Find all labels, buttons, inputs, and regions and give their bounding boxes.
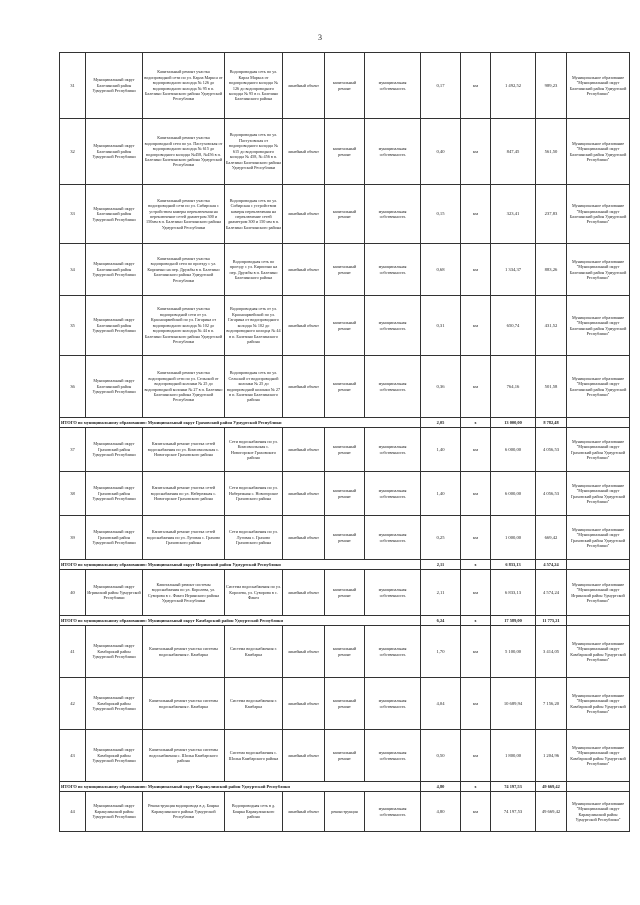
object-cell: Водопроводная сеть по ул. Пастуховская от водопроводного колодца № 615 до водопроводного колодца № 458, № 456 в п. Балезино Балезинского района Удмуртской Республики — [225, 119, 283, 185]
work-type-cell: капитальный ремонт — [325, 626, 365, 678]
total-subsidy: 11 775,21 — [536, 616, 567, 626]
unit-cell: км — [461, 516, 491, 560]
subsidy-cell: 883,26 — [536, 244, 567, 296]
object-cell: Сети водоснабжения по ул. Луговая с. Грахово Граховского района — [225, 516, 283, 560]
subsidy-cell: 1 204,96 — [536, 730, 567, 782]
total-row — [60, 782, 630, 792]
recipient-cell: Муниципальное образование "Муниципальный округ Камбарский район Удмуртской Республики" — [567, 730, 630, 782]
cost-cell: 1 000,00 — [491, 516, 536, 560]
ownership-cell: муниципальная собственность — [365, 53, 421, 119]
object-type-cell: линейный объект — [283, 472, 325, 516]
unit-cell: км — [461, 53, 491, 119]
object-cell: Сети водоснабжения по ул. Набережная с. Новогорское Граховского района — [225, 472, 283, 516]
recipient-cell: Муниципальное образование "Муниципальный округ Граховский район Удмуртской Республики" — [567, 428, 630, 472]
total-subsidy: 4 574,24 — [536, 560, 567, 570]
district-cell: Муниципальный округ Камбарский район Удмуртской Республики — [86, 678, 143, 730]
object-type-cell: линейный объект — [283, 185, 325, 244]
unit-cell: км — [461, 792, 491, 832]
recipient-cell: Муниципальное образование "Муниципальный округ Балезинский район Удмуртской Республики" — [567, 296, 630, 356]
cost-cell: 323,41 — [491, 185, 536, 244]
work-type-cell: капитальный ремонт — [325, 244, 365, 296]
object-cell: Водопроводная сеть от ул. Красноармейской по ул. Гагарина от водопроводного колодца № 102 до водопроводного колодца № 44 в п. Балезино Балезинского района — [225, 296, 283, 356]
object-type-cell: линейный объект — [283, 296, 325, 356]
subsidy-cell: 669,42 — [536, 516, 567, 560]
subsidy-cell: 4 574,24 — [536, 570, 567, 616]
total-unit: х — [461, 782, 491, 792]
object-cell: Сети водоснабжения по ул. Комсомольская с. Новогорское Граховского района — [225, 428, 283, 472]
total-row — [60, 560, 630, 570]
unit-cell: км — [461, 428, 491, 472]
table-row — [60, 244, 630, 296]
district-cell: Муниципальный округ Балезинский район Удмуртской Республики — [86, 119, 143, 185]
cost-cell: 5 100,00 — [491, 626, 536, 678]
district-cell: Муниципальный округ Игринский район Удмуртской Республики — [86, 570, 143, 616]
work-name-cell: Капитальный ремонт участка водопроводной сети от ул. Красноармейской по ул. Гагарина от водопроводного колодца № 102 до водопроводного колодца № 44 в п. Балезино Балезинского района Удмуртской Республики — [143, 296, 225, 356]
subsidy-cell: 237,83 — [536, 185, 567, 244]
object-type-cell: линейный объект — [283, 626, 325, 678]
total-label: ИТОГО по муниципальному образованию: Муниципальный округ Граховский район Удмуртской Республики — [60, 418, 421, 428]
object-cell: Водопроводная сеть по проезду с ул. Кирпично на пер. Дружбы в п. Балезино Балезинского района — [225, 244, 283, 296]
unit-cell: км — [461, 472, 491, 516]
unit-cell: км — [461, 185, 491, 244]
quantity-cell: 2,11 — [421, 570, 461, 616]
object-cell: Система водоснабжения г. Камбарка — [225, 678, 283, 730]
ownership-cell: муниципальная собственность — [365, 244, 421, 296]
subsidy-cell: 561,50 — [536, 119, 567, 185]
recipient-cell: Муниципальное образование "Муниципальный округ Камбарский район Удмуртской Республики" — [567, 626, 630, 678]
row-number: 33 — [60, 185, 86, 244]
object-type-cell: линейный объект — [283, 730, 325, 782]
work-name-cell: Капитальный ремонт системы водоснабжения по ул. Королева, ул. Суворова в с. Факел Игринского района Удмуртской Республики — [143, 570, 225, 616]
work-name-cell: Капитальный ремонт участка водопроводной сети по ул. Пастуховская от водопроводного колодца № 615 до водопроводного колодца №458, №456 в п. Балезино Балезинского района Удмуртской Республики — [143, 119, 225, 185]
row-number: 40 — [60, 570, 86, 616]
unit-cell: км — [461, 244, 491, 296]
total-label: ИТОГО по муниципальному образованию: Муниципальный округ Игринский район Удмуртской Республики — [60, 560, 421, 570]
total-unit: х — [461, 418, 491, 428]
unit-cell: км — [461, 626, 491, 678]
object-type-cell: линейный объект — [283, 119, 325, 185]
subsidy-cell: 989,23 — [536, 53, 567, 119]
quantity-cell: 0,31 — [421, 296, 461, 356]
object-type-cell: линейный объект — [283, 678, 325, 730]
district-cell: Муниципальный округ Граховский район Удмуртской Республики — [86, 472, 143, 516]
row-number: 44 — [60, 792, 86, 832]
ownership-cell: муниципальная собственность — [365, 792, 421, 832]
work-type-cell: капитальный ремонт — [325, 516, 365, 560]
row-number: 43 — [60, 730, 86, 782]
total-qty: 4,80 — [421, 782, 461, 792]
unit-cell: км — [461, 356, 491, 418]
total-subsidy: 49 669,42 — [536, 782, 567, 792]
table-row — [60, 678, 630, 730]
table-row — [60, 185, 630, 244]
total-qty: 6,24 — [421, 616, 461, 626]
district-cell: Муниципальный округ Камбарский район Удмуртской Республики — [86, 730, 143, 782]
table-row — [60, 428, 630, 472]
object-type-cell: линейный объект — [283, 244, 325, 296]
recipient-cell: Муниципальное образование "Муниципальный округ Игринский район Удмуртской Республики" — [567, 570, 630, 616]
total-unit: х — [461, 616, 491, 626]
work-name-cell: Капитальный ремонт участка сетей водоснабжения по ул. Луговая с. Грахово Граховского района — [143, 516, 225, 560]
object-type-cell: линейный объект — [283, 570, 325, 616]
work-type-cell: капитальный ремонт — [325, 730, 365, 782]
table-row — [60, 296, 630, 356]
ownership-cell: муниципальная собственность — [365, 185, 421, 244]
quantity-cell: 0,68 — [421, 244, 461, 296]
district-cell: Муниципальный округ Балезинский район Удмуртской Республики — [86, 185, 143, 244]
row-number: 36 — [60, 356, 86, 418]
total-cost: 6 833,13 — [491, 560, 536, 570]
total-recipient — [567, 418, 630, 428]
district-cell: Муниципальный округ Балезинский район Удмуртской Республики — [86, 296, 143, 356]
district-cell: Муниципальный округ Граховский район Удмуртской Республики — [86, 516, 143, 560]
work-name-cell: Капитальный ремонт участка водопроводной сети по ул. Сибирская с устройством камеры переключения на переключение сетей диаметром 300 и 150мм в п. Балезино Балезинского района Удмуртской Республики — [143, 185, 225, 244]
total-cost: 13 000,00 — [491, 418, 536, 428]
work-name-cell: Капитальный ремонт участка системы водоснабжения г. Камбарка — [143, 626, 225, 678]
row-number: 34 — [60, 244, 86, 296]
recipient-cell: Муниципальное образование "Муниципальный округ Балезинский район Удмуртской Республики" — [567, 185, 630, 244]
work-name-cell: Капитальный ремонт участка сетей водоснабжения по ул. Набережная с. Новогорское Граховского района — [143, 472, 225, 516]
table-row — [60, 472, 630, 516]
quantity-cell: 0,36 — [421, 356, 461, 418]
object-type-cell: линейный объект — [283, 428, 325, 472]
cost-cell: 10 689,94 — [491, 678, 536, 730]
object-type-cell: линейный объект — [283, 516, 325, 560]
recipient-cell: Муниципальное образование "Муниципальный округ Балезинский район Удмуртской Республики" — [567, 356, 630, 418]
table-row — [60, 570, 630, 616]
quantity-cell: 1,40 — [421, 428, 461, 472]
recipient-cell: Муниципальное образование "Муниципальный округ Граховский район Удмуртской Республики" — [567, 472, 630, 516]
total-label: ИТОГО по муниципальному образованию: Муниципальный округ Камбарский район Удмуртской Республики — [60, 616, 421, 626]
ownership-cell: муниципальная собственность — [365, 730, 421, 782]
cost-cell: 650,74 — [491, 296, 536, 356]
object-type-cell: линейный объект — [283, 792, 325, 832]
cost-cell: 6 000,00 — [491, 428, 536, 472]
work-name-cell: Реконструкция водопровода в д. Боярка Каракулинского района Удмуртской Республики — [143, 792, 225, 832]
table-row — [60, 516, 630, 560]
row-number: 35 — [60, 296, 86, 356]
work-type-cell: капитальный ремонт — [325, 185, 365, 244]
ownership-cell: муниципальная собственность — [365, 678, 421, 730]
ownership-cell: муниципальная собственность — [365, 296, 421, 356]
subsidy-cell: 4 056,53 — [536, 428, 567, 472]
district-cell: Муниципальный округ Каракулинский район Удмуртской Республики — [86, 792, 143, 832]
object-cell: Система водоснабжения по ул. Королева, ул. Суворова в с. Факел — [225, 570, 283, 616]
table-row — [60, 119, 630, 185]
recipient-cell: Муниципальное образование "Муниципальный округ Камбарский район Удмуртской Республики" — [567, 678, 630, 730]
subsidy-cell: 7 156,20 — [536, 678, 567, 730]
object-cell: Система водоснабжения с. Шолья Камбарского района — [225, 730, 283, 782]
table-row — [60, 792, 630, 832]
district-cell: Муниципальный округ Граховский район Удмуртской Республики — [86, 428, 143, 472]
work-name-cell: Капитальный ремонт участка водопроводной сети по проезду с ул. Кирпично на пер. Дружбы в п. Балезино Балезинского района Удмуртской Республики — [143, 244, 225, 296]
unit-cell: км — [461, 678, 491, 730]
total-cost: 17 589,00 — [491, 616, 536, 626]
district-cell: Муниципальный округ Балезинский район Удмуртской Республики — [86, 53, 143, 119]
total-cost: 74 197,53 — [491, 782, 536, 792]
work-name-cell: Капитальный ремонт участка сетей водоснабжения по ул. Комсомольская с. Новогорское Граховского района — [143, 428, 225, 472]
subsidy-cell: 4 056,53 — [536, 472, 567, 516]
cost-cell: 764,16 — [491, 356, 536, 418]
object-type-cell: линейный объект — [283, 356, 325, 418]
quantity-cell: 0,15 — [421, 185, 461, 244]
row-number: 38 — [60, 472, 86, 516]
total-recipient — [567, 616, 630, 626]
ownership-cell: муниципальная собственность — [365, 570, 421, 616]
table-row — [60, 356, 630, 418]
work-name-cell: Капитальный ремонт участка водопроводной сети по ул. Сельской от водопроводной колонки № 25 до водопроводной колонки № 27 в п. Балезино Балезинского района Удмуртской Республики — [143, 356, 225, 418]
total-subsidy: 8 782,48 — [536, 418, 567, 428]
object-cell: Водопроводная сеть по ул. Сельской от водопроводной колонки № 25 до водопроводной колонки № 27 в п. Балезино Балезинского района — [225, 356, 283, 418]
ownership-cell: муниципальная собственность — [365, 119, 421, 185]
work-type-cell: капитальный ремонт — [325, 678, 365, 730]
cost-cell: 847,45 — [491, 119, 536, 185]
objects-table — [59, 52, 630, 832]
quantity-cell: 4,80 — [421, 792, 461, 832]
unit-cell: км — [461, 570, 491, 616]
cost-cell: 74 197,53 — [491, 792, 536, 832]
work-type-cell: капитальный ремонт — [325, 472, 365, 516]
table-row — [60, 626, 630, 678]
row-number: 37 — [60, 428, 86, 472]
page-number: 3 — [318, 33, 322, 42]
recipient-cell: Муниципальное образование "Муниципальный округ Балезинский район Удмуртской Республики" — [567, 53, 630, 119]
recipient-cell: Муниципальное образование "Муниципальный округ Балезинский район Удмуртской Республики" — [567, 119, 630, 185]
unit-cell: км — [461, 119, 491, 185]
cost-cell: 6 833,13 — [491, 570, 536, 616]
subsidy-cell: 49 669,42 — [536, 792, 567, 832]
district-cell: Муниципальный округ Балезинский район Удмуртской Республики — [86, 356, 143, 418]
quantity-cell: 1,70 — [421, 626, 461, 678]
total-qty: 2,05 — [421, 418, 461, 428]
district-cell: Муниципальный округ Балезинский район Удмуртской Республики — [86, 244, 143, 296]
ownership-cell: муниципальная собственность — [365, 516, 421, 560]
district-cell: Муниципальный округ Камбарский район Удмуртской Республики — [86, 626, 143, 678]
total-label: ИТОГО по муниципальному образованию: Муниципальный округ Каракулинский район Удмуртской Республики — [60, 782, 421, 792]
ownership-cell: муниципальная собственность — [365, 428, 421, 472]
work-type-cell: капитальный ремонт — [325, 428, 365, 472]
work-name-cell: Капитальный ремонт участка водопроводной сети по ул. Карла Маркса от водопроводного колодца № 126 до водопроводного колодца № 95 в п. Балезино Балезинского района Удмуртской Республики — [143, 53, 225, 119]
table-row — [60, 730, 630, 782]
object-cell: Водопроводная сеть по ул. Карла Маркса от водопроводного колодца № 126 до водопроводного колодца № 95 в п. Балезино Балезинского района — [225, 53, 283, 119]
recipient-cell: Муниципальное образование "Муниципальный округ Граховский район Удмуртской Республики" — [567, 516, 630, 560]
total-recipient — [567, 782, 630, 792]
object-cell: Система водоснабжения г. Камбарка — [225, 626, 283, 678]
object-cell: Водопроводная сеть по ул. Сибирская с устройством камеры переключения на переключение сетей диаметром 300 и 150 мм в п. Балезино Балезинского района — [225, 185, 283, 244]
total-unit: х — [461, 560, 491, 570]
quantity-cell: 4,04 — [421, 678, 461, 730]
work-name-cell: Капитальный ремонт участка системы водоснабжения с. Шолья Камбарского района — [143, 730, 225, 782]
subsidy-cell: 431,52 — [536, 296, 567, 356]
work-name-cell: Капитальный ремонт участка системы водоснабжения г. Камбарка — [143, 678, 225, 730]
object-cell: Водопроводная сеть в д. Боярка Каракулинского района — [225, 792, 283, 832]
work-type-cell: капитальный ремонт — [325, 570, 365, 616]
ownership-cell: муниципальная собственность — [365, 356, 421, 418]
cost-cell: 1 800,00 — [491, 730, 536, 782]
quantity-cell: 0,25 — [421, 516, 461, 560]
work-type-cell: капитальный ремонт — [325, 296, 365, 356]
total-row — [60, 616, 630, 626]
row-number: 42 — [60, 678, 86, 730]
quantity-cell: 0,50 — [421, 730, 461, 782]
cost-cell: 1 334,37 — [491, 244, 536, 296]
row-number: 31 — [60, 53, 86, 119]
work-type-cell: капитальный ремонт — [325, 53, 365, 119]
ownership-cell: муниципальная собственность — [365, 472, 421, 516]
work-type-cell: реконструкция — [325, 792, 365, 832]
quantity-cell: 1,40 — [421, 472, 461, 516]
row-number: 39 — [60, 516, 86, 560]
quantity-cell: 0,40 — [421, 119, 461, 185]
object-type-cell: линейный объект — [283, 53, 325, 119]
cost-cell: 1 492,52 — [491, 53, 536, 119]
quantity-cell: 0,17 — [421, 53, 461, 119]
work-type-cell: капитальный ремонт — [325, 356, 365, 418]
table-row — [60, 53, 630, 119]
recipient-cell: Муниципальное образование "Муниципальный округ Балезинский район Удмуртской Республики" — [567, 244, 630, 296]
unit-cell: км — [461, 296, 491, 356]
total-row — [60, 418, 630, 428]
unit-cell: км — [461, 730, 491, 782]
total-recipient — [567, 560, 630, 570]
total-qty: 2,11 — [421, 560, 461, 570]
row-number: 41 — [60, 626, 86, 678]
work-type-cell: капитальный ремонт — [325, 119, 365, 185]
cost-cell: 6 000,00 — [491, 472, 536, 516]
subsidy-cell: 3 414,05 — [536, 626, 567, 678]
row-number: 32 — [60, 119, 86, 185]
subsidy-cell: 501,58 — [536, 356, 567, 418]
recipient-cell: Муниципальное образование "Муниципальный округ Каракулинский район Удмуртской Республики" — [567, 792, 630, 832]
ownership-cell: муниципальная собственность — [365, 626, 421, 678]
